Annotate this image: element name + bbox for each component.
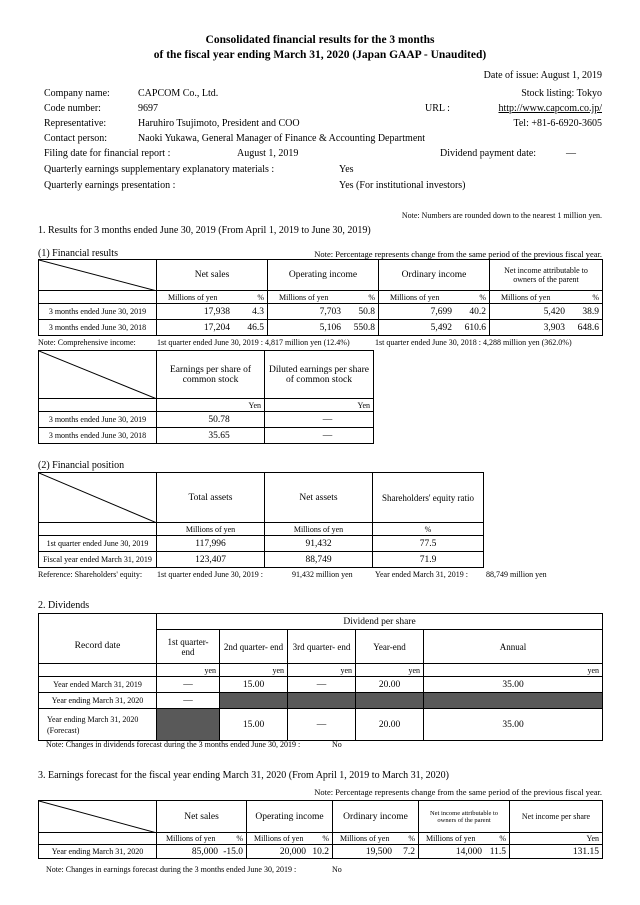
rounding-note: Note: Numbers are rounded down to the nearest 1 million yen.: [401, 211, 602, 220]
value-cell: 77.5: [373, 536, 484, 552]
shaded-cell: [220, 693, 288, 709]
dividends-note: Note: Changes in dividends forecast during the 3 months ended June 30, 2019 :: [46, 740, 301, 749]
value-cell: 19,500: [365, 846, 392, 857]
value-cell: 38.9: [582, 306, 599, 317]
section-3-title: 3. Earnings forecast for the fiscal year ending March 31, 2020 (From April 1, 2019 to March 31, 2020): [38, 770, 450, 781]
row-label: 3 months ended June 30, 2018: [39, 428, 157, 444]
code-number-label: Code number:: [44, 103, 101, 114]
dividend-payment-date-label: Dividend payment date:: [440, 148, 537, 159]
value-cell: 20.00: [356, 709, 424, 741]
comprehensive-income-2019: 1st quarter ended June 30, 2019 : 4,817 million yen (12.4%): [157, 338, 350, 347]
forecast-note: Note: Percentage represents change from the same period of the previous fiscal year.: [314, 787, 602, 797]
header-net-sales: Net sales: [157, 260, 268, 291]
dividends-note-value: No: [332, 740, 342, 749]
unit-label: Millions of yen: [340, 834, 390, 843]
table-row: [39, 320, 603, 336]
value-cell: 85,000: [191, 846, 218, 857]
value-cell: 35.65: [157, 428, 265, 444]
value-cell: 11.5: [489, 846, 506, 857]
unit-label: yen: [220, 664, 288, 677]
telephone: Tel: +81-6-6920-3605: [513, 118, 602, 129]
diagonal-header-cell: [39, 260, 157, 291]
unit-label: Millions of yen: [157, 523, 265, 536]
value-cell: 117,996: [157, 536, 265, 552]
value-cell: 40.2: [469, 306, 486, 317]
table-row: [39, 536, 603, 552]
value-cell: —: [288, 709, 356, 741]
shareholders-equity-ref-1-value: 91,432 million yen: [292, 570, 353, 579]
unit-label: Millions of yen: [279, 292, 329, 302]
row-label: Year ending March 31, 2020: [39, 693, 157, 709]
unit-label: %: [592, 292, 599, 302]
table-row: [39, 709, 603, 741]
value-cell: 17,938: [203, 306, 230, 317]
unit-label: Yen: [510, 833, 603, 845]
financial-position-table: [38, 472, 603, 568]
stock-listing: Stock listing: Tokyo: [521, 88, 602, 99]
value-cell: 3,903: [543, 322, 565, 333]
value-cell: 14,000: [455, 846, 482, 857]
header-net-assets: Net assets: [265, 473, 373, 523]
value-cell: 4.3: [252, 306, 264, 317]
row-label: Year ending March 31, 2020: [47, 714, 139, 724]
financial-results-note: Note: Percentage represents change from the same period of the previous fiscal year.: [314, 249, 602, 259]
unit-label: Millions of yen: [390, 292, 440, 302]
value-cell: —: [157, 693, 220, 709]
value-cell: 35.00: [424, 677, 603, 693]
url-label: URL :: [425, 103, 450, 114]
col-2nd-quarter-end: 2nd quarter- end: [220, 630, 288, 664]
title-line-2: of the fiscal year ending March 31, 2020 (Japan GAAP - Unaudited): [153, 49, 487, 61]
unit-label: yen: [288, 664, 356, 677]
table-row: [39, 693, 603, 709]
record-date-header: Record date: [39, 630, 157, 664]
shareholders-equity-ref-1: 1st quarter ended June 30, 2019 :: [157, 570, 263, 579]
comprehensive-income-note: Note: Comprehensive income:: [38, 338, 136, 347]
row-label: 3 months ended June 30, 2018: [39, 320, 157, 336]
table-row: [39, 664, 603, 677]
col-1st-quarter-end: 1st quarter- end: [157, 630, 220, 664]
value-cell: 50.8: [358, 306, 375, 317]
value-cell: 7,703: [319, 306, 341, 317]
shareholders-equity-ref-2-value: 88,749 million yen: [486, 570, 547, 579]
earnings-presentation: Yes (For institutional investors): [339, 180, 466, 191]
value-cell: 88,749: [265, 552, 373, 568]
value-cell: 648.6: [577, 322, 599, 333]
value-cell: 17,204: [203, 322, 230, 333]
value-cell: 20.00: [356, 677, 424, 693]
unit-label: %: [373, 523, 484, 536]
unit-label: %: [499, 834, 506, 843]
unit-label: %: [479, 292, 486, 302]
table-row: [39, 304, 603, 320]
row-label: 3 months ended June 30, 2019: [39, 304, 157, 320]
diagonal-header-cell: [39, 473, 157, 523]
table-row: [39, 677, 603, 693]
company-name-label: Company name:: [44, 88, 110, 99]
row-label: Year ended March 31, 2019: [39, 677, 157, 693]
dividend-per-share-header: Dividend per share: [157, 614, 603, 630]
value-cell: 35.00: [424, 709, 603, 741]
comprehensive-income-2018: 1st quarter ended June 30, 2018 : 4,288 million yen (362.0%): [375, 338, 572, 347]
unit-label: Millions of yen: [168, 292, 218, 302]
supplementary-materials-label: Quarterly earnings supplementary explanatory materials :: [44, 164, 275, 175]
forecast-note-2-value: No: [332, 865, 342, 874]
company-name: CAPCOM Co., Ltd.: [138, 88, 219, 99]
company-url-link[interactable]: http://www.capcom.co.jp/: [498, 103, 602, 114]
contact-person-label: Contact person:: [44, 133, 108, 144]
filing-date: August 1, 2019: [237, 148, 299, 159]
header-eps: Earnings per share of common stock: [157, 351, 265, 399]
unit-label: Yen: [157, 399, 265, 412]
header-equity-ratio: Shareholders' equity ratio: [373, 473, 484, 523]
unit-label: %: [257, 292, 264, 302]
value-cell: —: [265, 428, 374, 444]
dividends-table: [38, 613, 603, 741]
value-cell: 7.2: [403, 846, 415, 857]
row-label: Year ending March 31, 2020: [39, 845, 157, 859]
forecast-note-2: Note: Changes in earnings forecast during the 3 months ended June 30, 2019 :: [46, 865, 297, 874]
financial-results-label: (1) Financial results: [38, 248, 118, 259]
code-number: 9697: [138, 103, 158, 114]
unit-label: Millions of yen: [426, 834, 476, 843]
unit-label: %: [236, 834, 243, 843]
unit-label: Millions of yen: [166, 834, 216, 843]
value-cell: 5,420: [543, 306, 565, 317]
table-row: [39, 412, 374, 428]
unit-label: Millions of yen: [265, 523, 373, 536]
shareholders-equity-ref-2: Year ended March 31, 2019 :: [375, 570, 468, 579]
unit-label: Millions of yen: [501, 292, 551, 302]
shaded-cell: [424, 693, 603, 709]
date-of-issue: Date of issue: August 1, 2019: [483, 70, 602, 81]
dividend-payment-date: —: [566, 148, 576, 159]
value-cell: 50.78: [157, 412, 265, 428]
shaded-cell: [288, 693, 356, 709]
unit-label: yen: [157, 664, 220, 677]
unit-label: %: [368, 292, 375, 302]
dividends-title: 2. Dividends: [38, 600, 90, 611]
unit-label: yen: [424, 664, 603, 677]
table-row: [39, 428, 374, 444]
value-cell: 5,106: [319, 322, 341, 333]
header-operating-income: Operating income: [268, 260, 379, 291]
unit-label: yen: [356, 664, 424, 677]
header-ordinary-income: Ordinary income: [379, 260, 490, 291]
col-annual: Annual: [424, 630, 603, 664]
table-row: [39, 845, 603, 859]
header-net-sales: Net sales: [157, 801, 247, 833]
value-cell: 131.15: [510, 845, 603, 859]
table-row: [39, 552, 603, 568]
value-cell: 15.00: [220, 677, 288, 693]
unit-label: Yen: [265, 399, 374, 412]
value-cell: 5,492: [430, 322, 452, 333]
table-row: [39, 291, 603, 304]
eps-table: [38, 350, 374, 444]
header-net-income-per-share: Net income per share: [510, 801, 603, 833]
representative: Haruhiro Tsujimoto, President and COO: [138, 118, 300, 129]
representative-label: Representative:: [44, 118, 107, 129]
filing-date-label: Filing date for financial report :: [44, 148, 171, 159]
row-label: Fiscal year ended March 31, 2019: [39, 552, 157, 568]
title-line-1: Consolidated financial results for the 3 months: [205, 34, 435, 46]
value-cell: —: [265, 412, 374, 428]
value-cell: 20,000: [279, 846, 306, 857]
value-cell: —: [288, 677, 356, 693]
shareholders-equity-ref-label: Reference: Shareholders' equity:: [38, 570, 143, 579]
financial-results-table: [38, 259, 603, 336]
header-net-income: Net income attributable to owners of the parent: [490, 260, 603, 291]
unit-label: Millions of yen: [254, 834, 304, 843]
row-label: 3 months ended June 30, 2019: [39, 412, 157, 428]
value-cell: 123,407: [157, 552, 265, 568]
unit-label: %: [408, 834, 415, 843]
table-row: [39, 833, 603, 845]
row-label: 1st quarter ended June 30, 2019: [39, 536, 157, 552]
contact-person: Naoki Yukawa, General Manager of Finance & Accounting Department: [138, 133, 426, 144]
shaded-cell: [157, 709, 220, 741]
header-net-income: Net income attributable to owners of the parent: [419, 801, 510, 833]
shaded-cell: [356, 693, 424, 709]
value-cell: -15.0: [223, 846, 243, 857]
value-cell: 71.9: [373, 552, 484, 568]
value-cell: 15.00: [220, 709, 288, 741]
header-total-assets: Total assets: [157, 473, 265, 523]
diagonal-header-cell: [39, 351, 157, 399]
value-cell: —: [157, 677, 220, 693]
header-ordinary-income: Ordinary income: [333, 801, 419, 833]
value-cell: 7,699: [430, 306, 452, 317]
header-operating-income: Operating income: [247, 801, 333, 833]
unit-label: %: [322, 834, 329, 843]
section-1-title: 1. Results for 3 months ended June 30, 2019 (From April 1, 2019 to June 30, 2019): [38, 225, 371, 236]
value-cell: 46.5: [247, 322, 264, 333]
col-year-end: Year-end: [356, 630, 424, 664]
value-cell: 10.2: [312, 846, 329, 857]
value-cell: 550.8: [353, 322, 375, 333]
financial-position-label: (2) Financial position: [38, 460, 125, 471]
col-3rd-quarter-end: 3rd quarter- end: [288, 630, 356, 664]
supplementary-materials: Yes: [339, 164, 354, 175]
table-row: [39, 523, 603, 536]
diagonal-header-cell: [39, 801, 157, 833]
header-diluted-eps: Diluted earnings per share of common stock: [265, 351, 374, 399]
value-cell: 610.6: [464, 322, 486, 333]
value-cell: 91,432: [265, 536, 373, 552]
row-label-forecast: (Forecast): [47, 725, 80, 735]
table-row: [39, 399, 374, 412]
earnings-presentation-label: Quarterly earnings presentation :: [44, 180, 176, 191]
forecast-table: [38, 800, 603, 859]
